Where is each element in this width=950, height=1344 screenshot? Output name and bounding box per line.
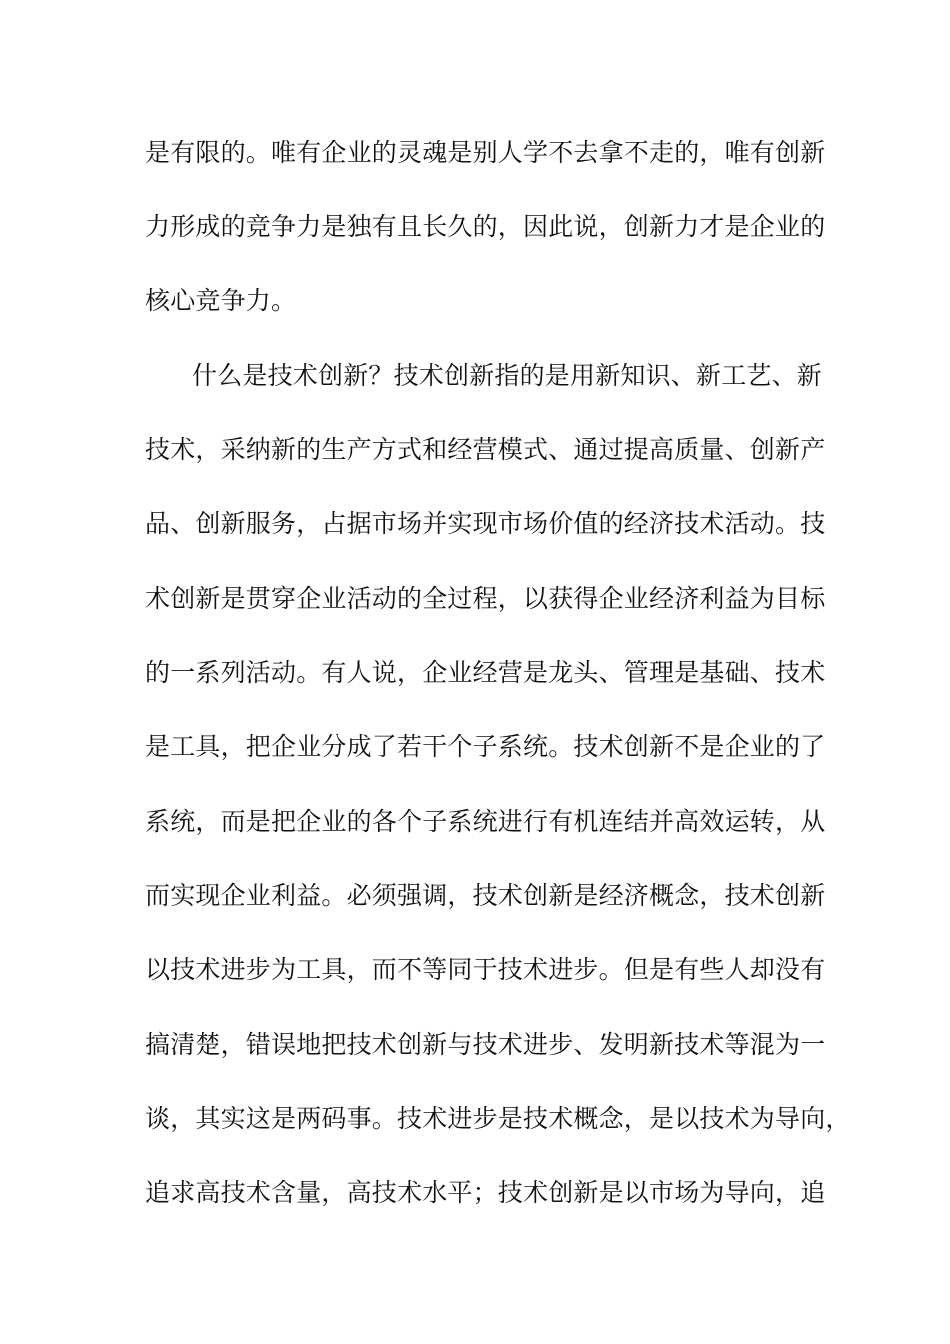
text-line: 谈，其实这是两码事。技术进步是技术概念，是以技术为导向， — [145, 1104, 851, 1133]
paragraph-first-line: 什么是技术创新？技术创新指的是用新知识、新工艺、新 — [192, 361, 823, 390]
text-line: 的一系列活动。有人说，企业经营是龙头、管理是基础、技术 — [145, 658, 826, 687]
text-line: 力形成的竞争力是独有且长久的，因此说，创新力才是企业的 — [145, 212, 826, 241]
text-line: 搞清楚，错误地把技术创新与技术进步、发明新技术等混为一 — [145, 1030, 826, 1059]
text-line: 是工具，把企业分成了若干个子系统。技术创新不是企业的了 — [145, 732, 826, 761]
text-line: 以技术进步为工具，而不等同于技术进步。但是有些人却没有 — [145, 955, 826, 984]
text-line: 品、创新服务，占据市场并实现市场价值的经济技术活动。技 — [145, 509, 826, 538]
text-line: 追求高技术含量，高技术水平；技术创新是以市场为导向，追 — [145, 1178, 826, 1207]
text-line: 核心竞争力。 — [145, 286, 297, 315]
text-line: 术创新是贯穿企业活动的全过程，以获得企业经济利益为目标 — [145, 584, 826, 613]
text-line: 而实现企业利益。必须强调，技术创新是经济概念，技术创新 — [145, 881, 826, 910]
text-line: 是有限的。唯有企业的灵魂是别人学不去拿不走的，唯有创新 — [145, 138, 826, 167]
text-line: 技术，采纳新的生产方式和经营模式、通过提高质量、创新产 — [145, 435, 826, 464]
text-line: 系统，而是把企业的各个子系统进行有机连结并高效运转，从 — [145, 807, 826, 836]
